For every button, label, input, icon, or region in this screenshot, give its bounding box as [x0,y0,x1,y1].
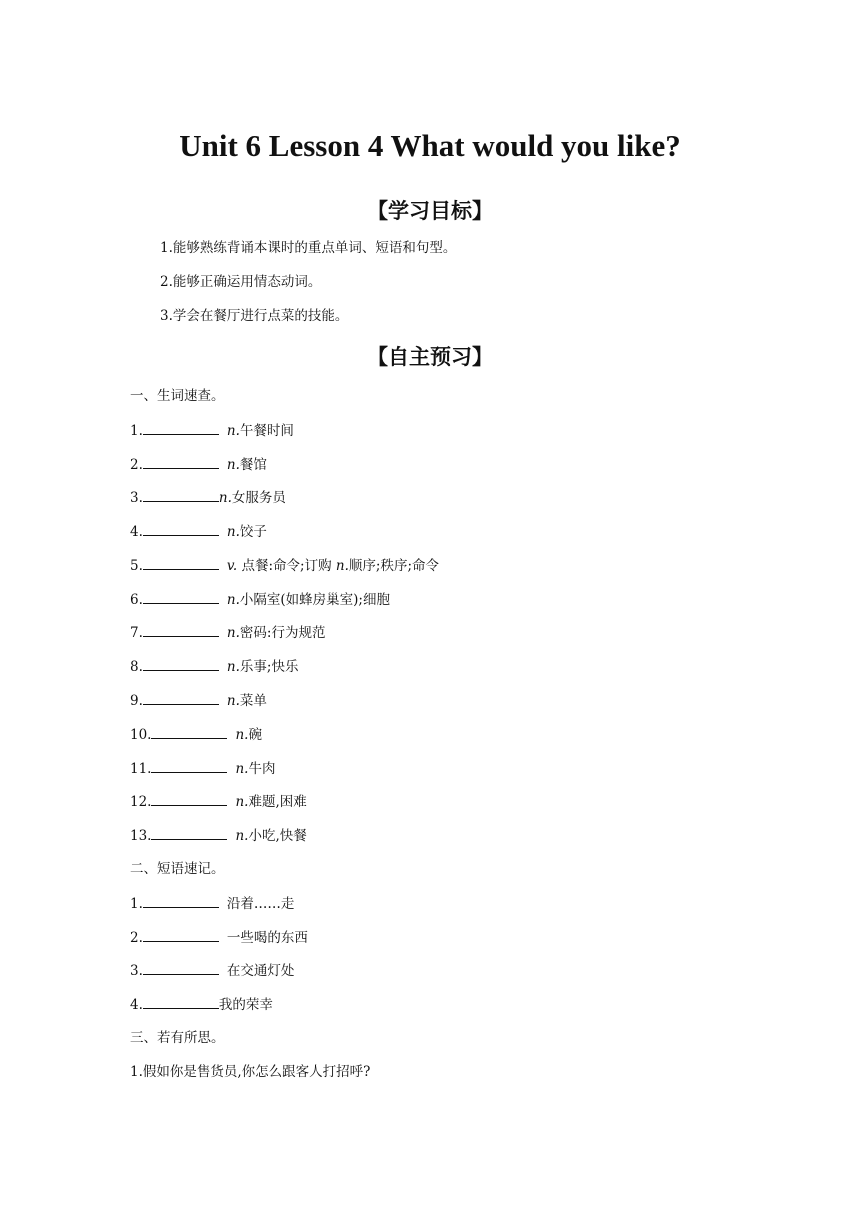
item-number: 3. [130,963,143,979]
think-question: 1.假如你是售货员,你怎么跟客人打招呼? [130,1064,371,1080]
meaning: 难题,困难 [248,794,307,810]
vocab-item [130,791,307,812]
item-number: 9. [130,693,143,709]
learning-goals-heading: 【学习目标】 [367,199,493,223]
meaning: 在交通灯处 [226,963,295,979]
part-of-speech-2: n. [335,558,349,574]
vocab-item [130,758,275,779]
part-of-speech: n. [235,727,249,743]
answer-blank[interactable] [143,690,219,705]
meaning: 牛肉 [248,761,276,777]
goal-item-2: 2.能够正确运用情态动词。 [160,274,322,290]
answer-blank[interactable] [143,994,219,1009]
meaning: 一些喝的东西 [226,930,308,946]
item-number: 6. [130,592,143,608]
item-number: 3. [130,490,143,506]
answer-blank[interactable] [143,656,219,671]
part-of-speech: n. [226,457,240,473]
part-of-speech: n. [226,524,240,540]
meaning: 饺子 [239,524,267,540]
answer-blank[interactable] [143,454,219,469]
item-number: 1. [130,423,143,439]
answer-blank[interactable] [143,521,219,536]
meaning-2: 顺序;秩序;命令 [348,558,440,574]
vocab-item [130,690,267,711]
vocab-item [130,454,267,475]
part-of-speech: n. [226,592,240,608]
meaning: 午餐时间 [239,423,294,439]
phrases-section-heading: 二、短语速记。 [130,861,225,877]
part-of-speech: n. [235,761,249,777]
item-number: 10. [130,727,152,743]
answer-blank[interactable] [151,791,227,806]
part-of-speech: n. [226,659,240,675]
meaning: 乐事;快乐 [239,659,299,675]
item-number: 7. [130,625,143,641]
meaning: 我的荣幸 [218,997,273,1013]
part-of-speech: v. [226,558,238,574]
answer-blank[interactable] [143,622,219,637]
item-number: 11. [130,761,152,777]
vocab-item [130,420,294,441]
part-of-speech: n. [226,693,240,709]
answer-blank[interactable] [151,724,227,739]
answer-blank[interactable] [151,825,227,840]
vocab-item [130,487,286,508]
item-number: 5. [130,558,143,574]
item-number: 1. [130,896,143,912]
part-of-speech: n. [235,794,249,810]
phrase-item [130,960,294,981]
vocab-item [130,589,390,610]
part-of-speech: n. [218,490,232,506]
vocab-section-heading: 一、生词速查。 [130,388,225,404]
answer-blank[interactable] [143,420,219,435]
meaning: 女服务员 [231,490,286,506]
vocab-item [130,724,262,745]
page-title: Unit 6 Lesson 4 What would you like? [179,128,681,163]
vocab-item [130,555,439,576]
item-number: 4. [130,997,143,1013]
vocab-item [130,622,325,643]
phrase-item [130,994,273,1015]
think-section-heading: 三、若有所思。 [130,1030,225,1046]
item-number: 12. [130,794,152,810]
part-of-speech: n. [226,423,240,439]
meaning: 小隔室(如蜂房巢室);细胞 [239,592,390,608]
answer-blank[interactable] [151,758,227,773]
phrase-item [130,927,308,948]
vocab-item [130,656,298,677]
meaning: 碗 [248,727,262,743]
item-number: 2. [130,930,143,946]
meaning: 小吃,快餐 [248,828,307,844]
item-number: 8. [130,659,143,675]
meaning: 点餐:命令;订购 [237,558,336,574]
phrase-item [130,893,294,914]
answer-blank[interactable] [143,487,219,502]
item-number: 2. [130,457,143,473]
item-number: 4. [130,524,143,540]
goal-item-3: 3.学会在餐厅进行点菜的技能。 [160,308,349,324]
meaning: 菜单 [239,693,267,709]
answer-blank[interactable] [143,927,219,942]
item-number: 13. [130,828,152,844]
vocab-item [130,825,307,846]
answer-blank[interactable] [143,555,219,570]
answer-blank[interactable] [143,589,219,604]
answer-blank[interactable] [143,893,219,908]
goal-item-1: 1.能够熟练背诵本课时的重点单词、短语和句型。 [160,240,457,256]
vocab-item [130,521,267,542]
meaning: 餐馆 [239,457,267,473]
answer-blank[interactable] [143,960,219,975]
meaning: 沿着……走 [226,896,295,912]
self-preview-heading: 【自主预习】 [367,345,493,369]
part-of-speech: n. [235,828,249,844]
part-of-speech: n. [226,625,240,641]
meaning: 密码:行为规范 [239,625,326,641]
